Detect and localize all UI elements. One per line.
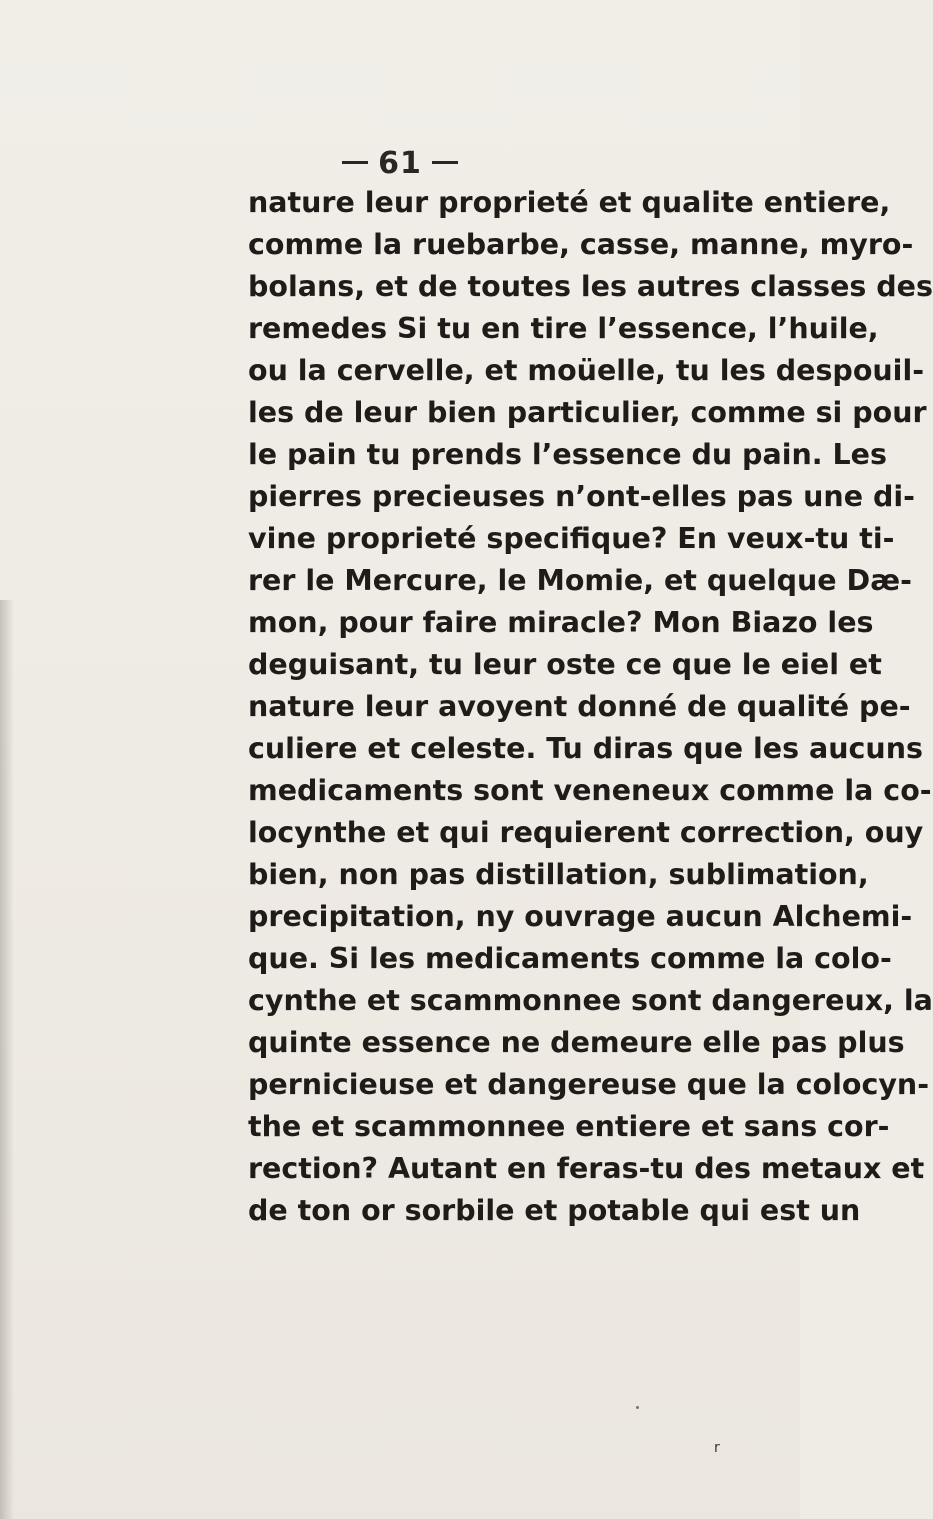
dash-left: [342, 161, 368, 164]
text-line: comme la ruebarbe, casse, manne, myro-: [248, 228, 914, 261]
text-line: mon, pour faire miracle? Mon Biazo les: [248, 606, 874, 639]
page-number-header: [0, 146, 800, 181]
text-line: bolans, et de toutes les autres classes des: [248, 270, 933, 303]
text-line: nature leur avoyent donné de qualité pe-: [248, 690, 911, 723]
text-line: cynthe et scammonnee sont dangereux, la: [248, 984, 933, 1017]
text-line: culiere et celeste. Tu diras que les aucuns: [248, 732, 923, 765]
dash-right: [432, 161, 458, 164]
text-line: precipitation, ny ouvrage aucun Alchemi-: [248, 900, 913, 933]
page-number: 61: [378, 146, 422, 181]
text-line: ou la cervelle, et moüelle, tu les despouil-: [248, 354, 925, 387]
text-line: locynthe et qui requierent correction, ouy: [248, 816, 924, 849]
text-line: nature leur proprieté et qualite entiere,: [248, 186, 891, 219]
text-line: bien, non pas distillation, sublimation,: [248, 858, 869, 891]
text-line: quinte essence ne demeure elle pas plus: [248, 1026, 905, 1059]
text-line: remedes Si tu en tire l’essence, l’huile,: [248, 312, 879, 345]
text-line: rection? Autant en feras-tu des metaux et: [248, 1152, 925, 1185]
text-line: the et scammonnee entiere et sans cor-: [248, 1110, 890, 1143]
text-line: pierres precieuses n’ont-elles pas une di-: [248, 480, 915, 513]
text-line: que. Si les medicaments comme la colo-: [248, 942, 892, 975]
text-line: medicaments sont veneneux comme la co-: [248, 774, 932, 807]
page-edge-shadow: [0, 600, 14, 1519]
text-line: les de leur bien particulier, comme si pour: [248, 396, 927, 429]
text-line: vine proprieté specifique? En veux-tu ti-: [248, 522, 895, 555]
text-line: le pain tu prends l’essence du pain. Les: [248, 438, 887, 471]
text-line: pernicieuse et dangereuse que la colocyn-: [248, 1068, 930, 1101]
ink-speck: [636, 1406, 639, 1409]
text-line: de ton or sorbile et potable qui est un: [248, 1194, 861, 1227]
text-line: rer le Mercure, le Momie, et quelque Dæ-: [248, 564, 912, 597]
text-line: deguisant, tu leur oste ce que le eiel et: [248, 648, 882, 681]
footer-mark: r: [714, 1440, 720, 1456]
